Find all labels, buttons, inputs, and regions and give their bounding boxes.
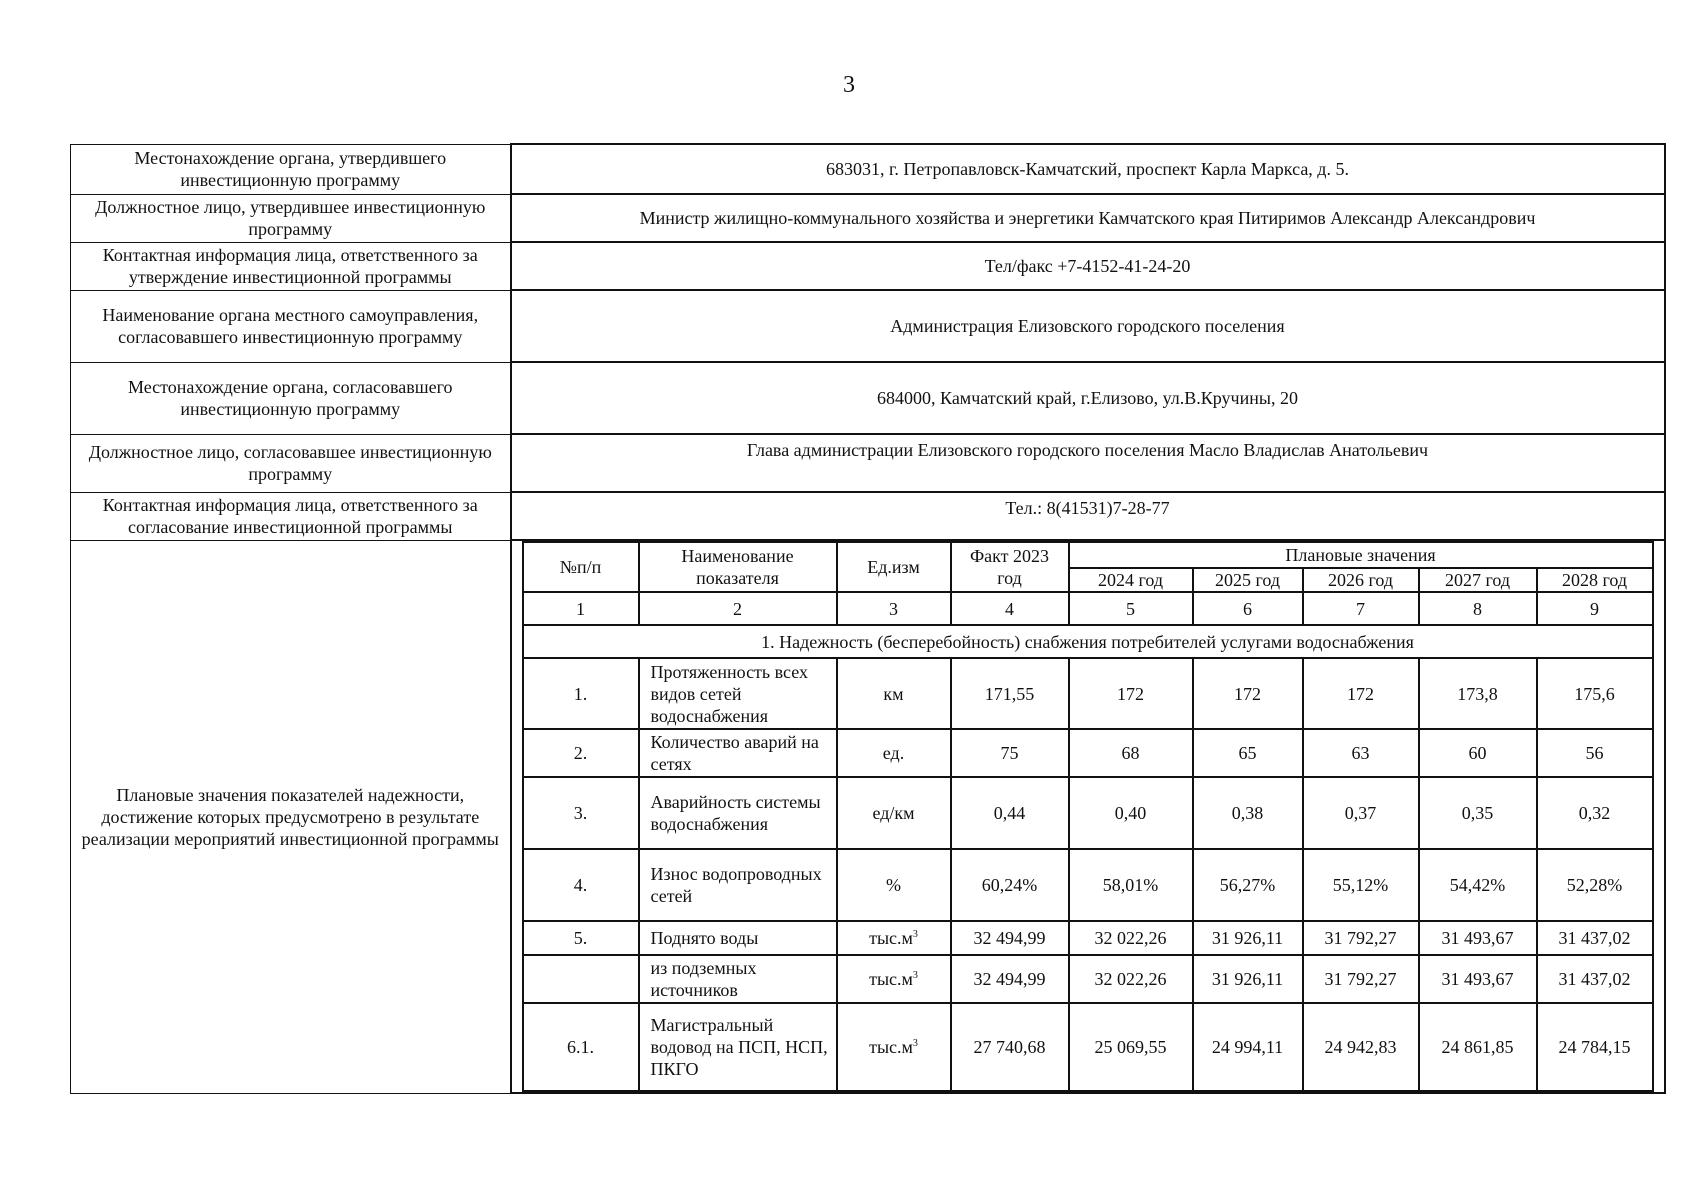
row-value: 172 [1069,658,1193,729]
column-number: 7 [1303,592,1419,625]
row-value: 172 [1193,658,1303,729]
row-value: 52,28% [1537,849,1653,921]
info-label: Должностное лицо, утвердившее инвестиционную программу [71,194,511,242]
info-value: Тел.: 8(41531)7-28-77 [511,492,1665,540]
section-title: 1. Надежность (бесперебойность) снабжения потребителей услугами водоснабжения [523,625,1653,658]
info-label: Наименование органа местного самоуправления, согласовавшего инвестиционную программу [71,290,511,362]
column-number: 3 [837,592,951,625]
row-value: 25 069,55 [1069,1003,1193,1091]
info-label: Плановые значения показателей надежности, достижение которых предусмотрено в результате реализации мероприятий инвестиционной программы [71,540,511,1093]
unit-text: тыс.м [869,1037,913,1057]
row-num [523,955,639,1003]
table-row [523,658,1653,729]
row-name: Аварийность системы водоснабжения [639,777,837,849]
row-value: 60,24% [951,849,1069,921]
info-row [71,144,1665,194]
row-value: 32 494,99 [951,921,1069,955]
indicators-table [522,541,1654,1092]
unit-superscript: 3 [912,929,918,940]
row-value: 173,8 [1419,658,1537,729]
info-row [71,194,1665,242]
header-row [523,542,1653,568]
row-value: 32 022,26 [1069,955,1193,1003]
table-row [523,729,1653,777]
header-year: 2026 год [1303,568,1419,592]
row-value: 24 942,83 [1303,1003,1419,1091]
row-num: 2. [523,729,639,777]
row-value: 31 437,02 [1537,921,1653,955]
row-value: 31 926,11 [1193,955,1303,1003]
table-row [523,849,1653,921]
row-unit: ед/км [837,777,951,849]
header-num: №п/п [523,542,639,592]
info-row [71,290,1665,362]
investment-program-info-table [70,143,1666,1094]
row-unit: ед. [837,729,951,777]
row-value: 56 [1537,729,1653,777]
unit-text: тыс.м [869,928,913,948]
column-number: 2 [639,592,837,625]
info-label: Местонахождение органа, согласовавшего инвестиционную программу [71,362,511,434]
row-value: 0,44 [951,777,1069,849]
row-value: 27 740,68 [951,1003,1069,1091]
info-value: Глава администрации Елизовского городского поселения Масло Владислав Анатольевич [511,434,1665,492]
column-number: 9 [1537,592,1653,625]
row-unit [837,955,951,1003]
info-value: 683031, г. Петропавловск-Камчатский, проспект Карла Маркса, д. 5. [511,144,1665,194]
row-name: Протяженность всех видов сетей водоснабжения [639,658,837,729]
row-value: 31 792,27 [1303,921,1419,955]
row-value: 54,42% [1419,849,1537,921]
info-label: Контактная информация лица, ответственного за утверждение инвестиционной программы [71,242,511,290]
row-value: 32 494,99 [951,955,1069,1003]
row-value: 32 022,26 [1069,921,1193,955]
row-value: 0,40 [1069,777,1193,849]
unit-superscript: 3 [912,970,918,981]
header-year: 2025 год [1193,568,1303,592]
row-num: 1. [523,658,639,729]
row-name: из подземных источников [639,955,837,1003]
table-row [523,955,1653,1003]
row-unit: % [837,849,951,921]
info-label: Местонахождение органа, утвердившего инвестиционную программу [71,144,511,194]
table-row [523,1003,1653,1091]
row-value: 0,38 [1193,777,1303,849]
row-value: 31 792,27 [1303,955,1419,1003]
row-name: Износ водопроводных сетей [639,849,837,921]
row-unit [837,921,951,955]
row-value: 0,37 [1303,777,1419,849]
column-number: 6 [1193,592,1303,625]
row-value: 24 994,11 [1193,1003,1303,1091]
column-number: 4 [951,592,1069,625]
column-number: 1 [523,592,639,625]
row-value: 75 [951,729,1069,777]
column-numbers-row [523,592,1653,625]
row-value: 171,55 [951,658,1069,729]
row-value: 172 [1303,658,1419,729]
header-fact: Факт 2023 год [951,542,1069,592]
row-name: Количество аварий на сетях [639,729,837,777]
row-value: 24 861,85 [1419,1003,1537,1091]
row-num: 6.1. [523,1003,639,1091]
row-value: 0,32 [1537,777,1653,849]
row-value: 24 784,15 [1537,1003,1653,1091]
info-row [71,492,1665,540]
row-num: 4. [523,849,639,921]
indicators-cell [511,540,1665,1093]
table-row [523,921,1653,955]
header-plan: Плановые значения [1069,542,1653,568]
row-value: 60 [1419,729,1537,777]
row-value: 65 [1193,729,1303,777]
row-num: 5. [523,921,639,955]
row-name: Магистральный водовод на ПСП, НСП, ПКГО [639,1003,837,1091]
row-unit [837,1003,951,1091]
info-value: Администрация Елизовского городского поселения [511,290,1665,362]
row-unit: км [837,658,951,729]
row-value: 31 437,02 [1537,955,1653,1003]
row-num: 3. [523,777,639,849]
row-value: 55,12% [1303,849,1419,921]
header-unit: Ед.изм [837,542,951,592]
info-value: Тел/факс +7-4152-41-24-20 [511,242,1665,290]
column-number: 8 [1419,592,1537,625]
info-label: Должностное лицо, согласовавшее инвестиционную программу [71,434,511,492]
unit-superscript: 3 [912,1038,918,1049]
row-value: 0,35 [1419,777,1537,849]
table-row [523,777,1653,849]
header-year: 2028 год [1537,568,1653,592]
section-row [523,625,1653,658]
header-year: 2027 год [1419,568,1537,592]
header-year: 2024 год [1069,568,1193,592]
info-value: Министр жилищно-коммунального хозяйства и энергетики Камчатского края Питиримов Александр Александрович [511,194,1665,242]
row-value: 31 493,67 [1419,955,1537,1003]
info-value: 684000, Камчатский край, г.Елизово, ул.В.Кручины, 20 [511,362,1665,434]
row-value: 31 493,67 [1419,921,1537,955]
info-row-indicators [71,540,1665,1093]
info-label: Контактная информация лица, ответственного за согласование инвестиционной программы [71,492,511,540]
row-value: 175,6 [1537,658,1653,729]
row-value: 31 926,11 [1193,921,1303,955]
unit-text: тыс.м [869,969,913,989]
row-name: Поднято воды [639,921,837,955]
info-row [71,242,1665,290]
column-number: 5 [1069,592,1193,625]
header-name: Наименование показателя [639,542,837,592]
row-value: 56,27% [1193,849,1303,921]
row-value: 68 [1069,729,1193,777]
page-number: 3 [843,72,855,98]
info-row [71,362,1665,434]
info-row [71,434,1665,492]
row-value: 58,01% [1069,849,1193,921]
row-value: 63 [1303,729,1419,777]
